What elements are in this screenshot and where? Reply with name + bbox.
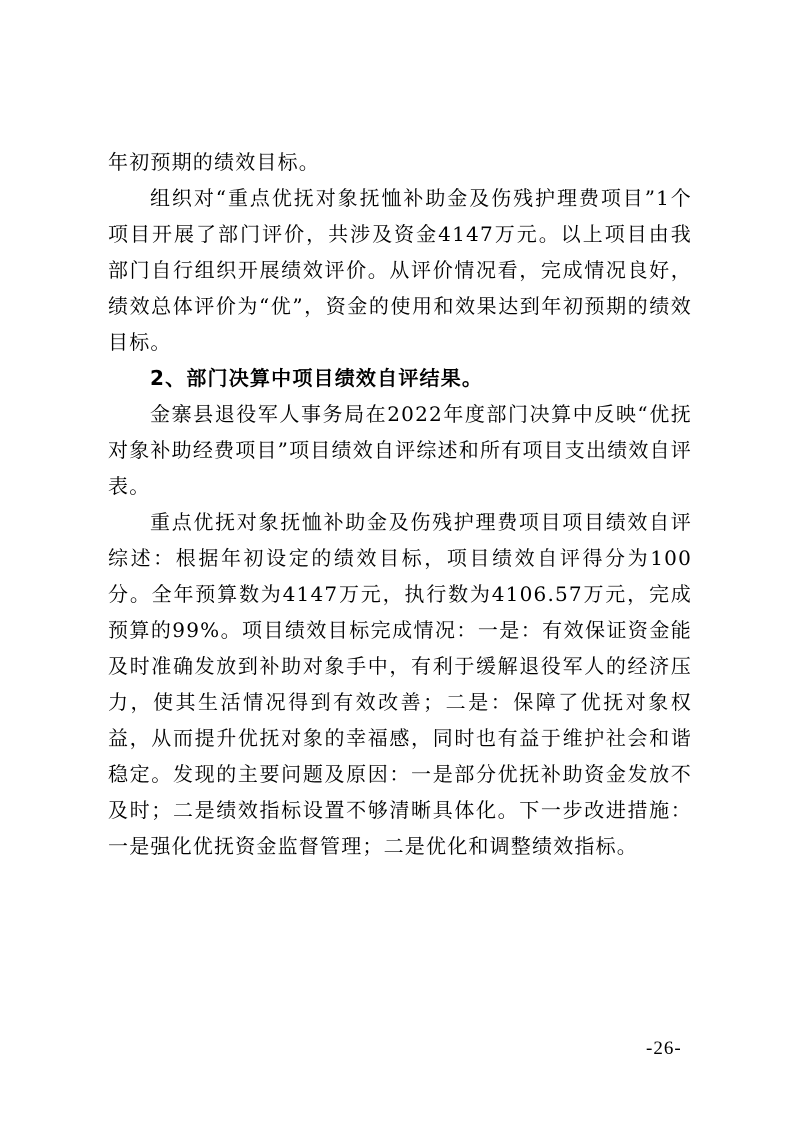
section-heading: 2、部门决算中项目绩效自评结果。 (150, 366, 484, 390)
paragraph-continuation: 年初预期的绩效目标。 (108, 150, 320, 174)
page-number: -26- (646, 1038, 682, 1059)
paragraph-self-evaluation-intro: 金寨县退役军人事务局在2022年度部门决算中反映“优抚对象补助经费项目”项目绩效自评综述和所有项目支出绩效自评表。 (108, 402, 692, 498)
paragraph-evaluation-summary: 组织对“重点优抚对象抚恤补助金及伤残护理费项目”1个项目开展了部门评价，共涉及资金4147万元。以上项目由我部门自行组织开展绩效评价。从评价情况看，完成情况良好，绩效总体评价为“优”，资金的使用和效果达到年初预期的绩效目标。 (108, 186, 692, 354)
document-body (108, 144, 692, 864)
paragraph-self-evaluation-detail: 重点优抚对象抚恤补助金及伤残护理费项目项目绩效自评综述：根据年初设定的绩效目标，项目绩效自评得分为100分。全年预算数为4147万元，执行数为4106.57万元，完成预算的99%。项目绩效目标完成情况：一是：有效保证资金能及时准确发放到补助对象手中，有利于缓解退役军人的经济压力，使其生活情况得到有效改善；二是：保障了优抚对象权益，从而提升优抚对象的幸福感，同时也有益于维护社会和谐稳定。发现的主要问题及原因：一是部分优抚补助资金发放不及时；二是绩效指标设置不够清晰具体化。下一步改进措施：一是强化优抚资金监督管理；二是优化和调整绩效指标。 (108, 510, 692, 858)
